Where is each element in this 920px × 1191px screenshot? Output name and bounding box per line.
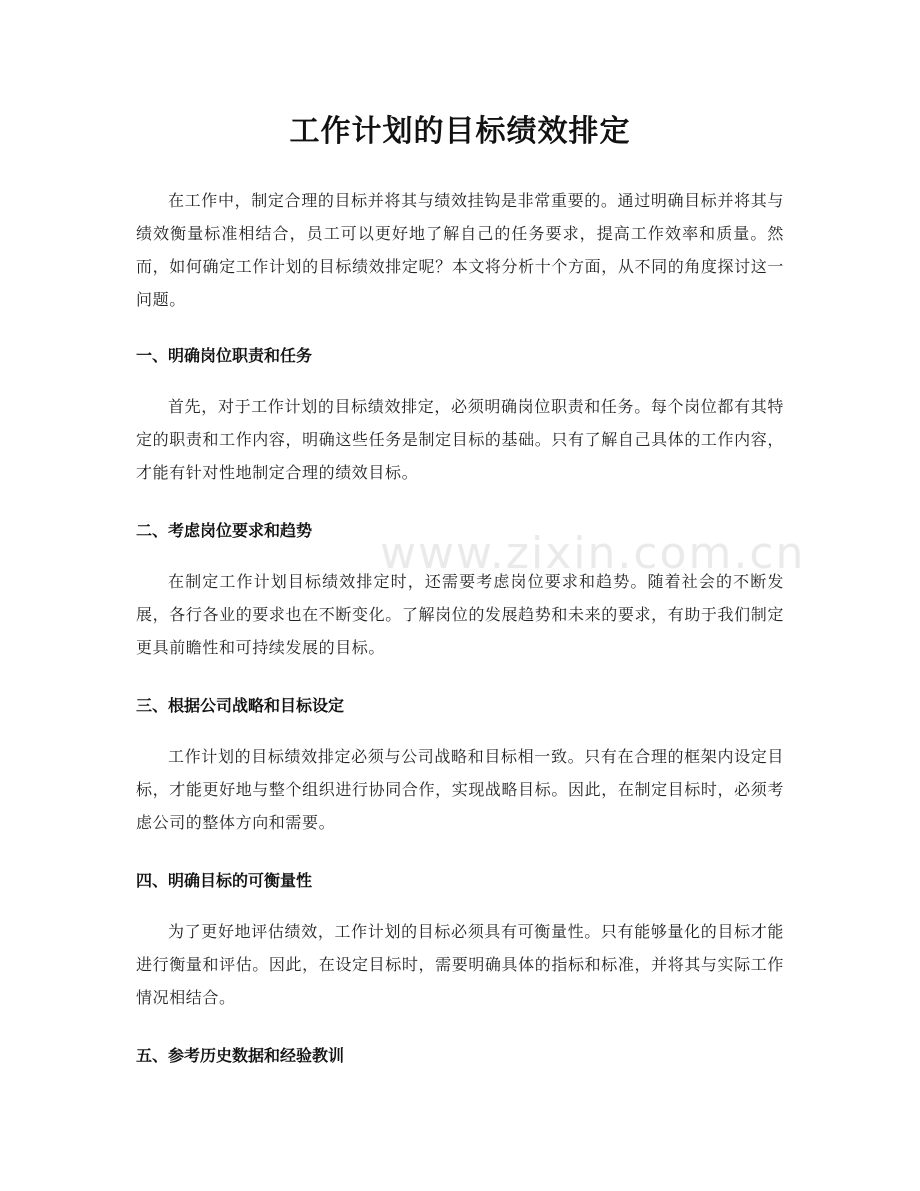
section-paragraph-4: 为了更好地评估绩效，工作计划的目标必须具有可衡量性。只有能够量化的目标才能进行衡量和评估。因此，在设定目标时，需要明确具体的指标和标准，并将其与实际工作情况相结合。	[136, 922, 784, 1007]
section-heading-3: 三、根据公司战略和目标设定	[136, 696, 345, 715]
watermark-text: www.zixin.com.cn	[380, 528, 806, 579]
document-title: 工作计划的目标绩效排定	[289, 114, 631, 149]
intro-paragraph: 在工作中，制定合理的目标并将其与绩效挂钩是非常重要的。通过明确目标并将其与绩效衡量标准相结合，员工可以更好地了解自己的任务要求，提高工作效率和质量。然而，如何确定工作计划的目标绩效排定呢？本文将分析十个方面，从不同的角度探讨这一问题。	[136, 191, 784, 309]
section-paragraph-1: 首先，对于工作计划的目标绩效排定，必须明确岗位职责和任务。每个岗位都有其特定的职责和工作内容，明确这些任务是制定目标的基础。只有了解自己具体的工作内容，才能有针对性地制定合理的绩效目标。	[136, 397, 784, 482]
section-paragraph-2: 在制定工作计划目标绩效排定时，还需要考虑岗位要求和趋势。随着社会的不断发展，各行各业的要求也在不断变化。了解岗位的发展趋势和未来的要求，有助于我们制定更具前瞻性和可持续发展的目标。	[136, 572, 784, 657]
section-heading-5: 五、参考历史数据和经验教训	[136, 1046, 345, 1065]
section-heading-4: 四、明确目标的可衡量性	[136, 871, 313, 890]
section-heading-2: 二、考虑岗位要求和趋势	[136, 521, 313, 540]
section-paragraph-3: 工作计划的目标绩效排定必须与公司战略和目标相一致。只有在合理的框架内设定目标，才能更好地与整个组织进行协同合作，实现战略目标。因此，在制定目标时，必须考虑公司的整体方向和需要。	[136, 747, 784, 832]
document-body	[136, 184, 784, 1090]
section-heading-1: 一、明确岗位职责和任务	[136, 346, 313, 365]
